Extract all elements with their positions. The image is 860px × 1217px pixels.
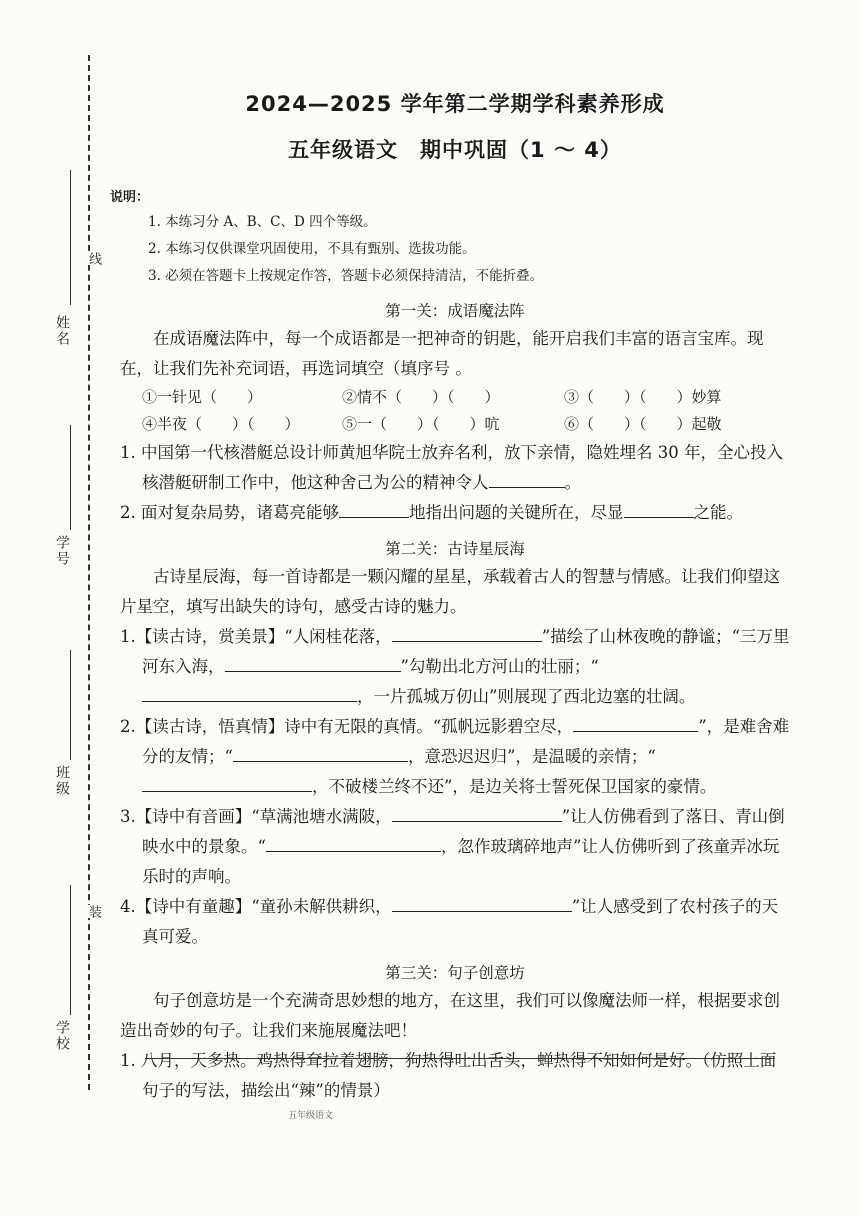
answer-blank[interactable] (392, 897, 572, 912)
section-2-intro: 古诗星辰海，每一首诗都是一颗闪耀的星星，承载着古人的智慧与情感。让我们仰望这片星空，填写出缺失的诗句，感受古诗的魅力。 (120, 567, 780, 616)
idiom-item[interactable]: ⑥（ ）（ ）起敬 (564, 415, 722, 433)
answer-writing-line[interactable] (145, 1058, 775, 1059)
idiom-grid (142, 384, 790, 438)
binding-margin (0, 0, 120, 1217)
id-underline (70, 425, 71, 530)
section-2-question-1: 1.【读古诗，赏美景】“人闲桂花落， ”描绘了山林夜晚的静谧；“三万里河东入海， ”勾勒出北方河山的壮丽；“，一片孤城万仞山”则展现了西北边塞的壮阔。 (120, 627, 790, 706)
note-item: 1. 本练习分 A、B、C、D 四个等级。 (148, 214, 377, 230)
cut-line (88, 55, 90, 1090)
section-2-question-3: 3.【诗中有音画】“草满池塘水满陂， ”让人仿佛看到了落日、青山倒映水中的景象。“ ，忽作玻璃碎地声”让人仿佛听到了孩童弄冰玩乐时的声响。 (120, 807, 785, 886)
page-footer: 五年级语文 (288, 1111, 334, 1121)
section-2-title: 第二关：古诗星辰海 (385, 540, 525, 558)
answer-blank[interactable] (266, 837, 441, 852)
note-item: 2. 本练习仅供课堂巩固使用，不具有甄别、选拔功能。 (148, 241, 476, 257)
section-1-title: 第一关：成语魔法阵 (385, 302, 525, 320)
cut-mark-binding: 装 (86, 905, 101, 918)
school-label: 学校 (54, 1020, 70, 1052)
answer-blank[interactable] (392, 807, 562, 822)
notes-list (148, 209, 790, 290)
class-underline (70, 650, 71, 760)
answer-blank[interactable] (142, 687, 357, 702)
name-underline (70, 170, 71, 305)
title-line-1: 2024—2025 学年第二学期学科素养形成 (245, 92, 665, 116)
note-item: 3. 必须在答题卡上按规定作答，答题卡必须保持清洁，不能折叠。 (148, 268, 544, 284)
cut-mark-line: 线 (86, 252, 101, 265)
idiom-item[interactable]: ②情不（ ）（ ） (342, 388, 500, 406)
idiom-item[interactable]: ⑤一（ ）（ ）吭 (342, 415, 500, 433)
section-3-question-1: 1. 八月，天多热。鸡热得耷拉着翅膀，狗热得吐出舌头，蝉热得不知如何是好。（仿照上面句子的写法，描绘出“辣”的情景） (120, 1051, 777, 1100)
idiom-item[interactable]: ①一针见（ ） (142, 388, 263, 406)
notes-heading: 说明： (110, 190, 150, 205)
answer-blank[interactable] (624, 503, 694, 518)
id-label: 学号 (54, 535, 70, 567)
answer-blank[interactable] (392, 627, 542, 642)
section-1-question-1: 1. 中国第一代核潜艇总设计师黄旭华院士放弃名利，放下亲情，隐姓埋名 30 年，全心投入核潜艇研制工作中，他这种舍己为公的精神令人 。 (120, 443, 783, 492)
class-label: 班级 (54, 765, 70, 797)
worksheet-content (110, 88, 790, 1106)
answer-blank[interactable] (339, 503, 409, 518)
answer-blank[interactable] (225, 657, 401, 672)
idiom-item[interactable]: ③（ ）（ ）妙算 (564, 388, 722, 406)
answer-blank[interactable] (489, 473, 565, 488)
title-line-2: 五年级语文 期中巩固（1 ～ 4） (288, 138, 622, 162)
section-2-question-4: 4.【诗中有童趣】“童孙未解供耕织， ”让人感受到了农村孩子的天真可爱。 (120, 897, 779, 946)
section-1-intro: 在成语魔法阵中，每一个成语都是一把神奇的钥匙，能开启我们丰富的语言宝库。现在，让我们先补充词语，再选词填空（填序号 。 (120, 329, 764, 378)
section-3-title: 第三关：句子创意坊 (385, 964, 525, 982)
idiom-item[interactable]: ④半夜（ ）（ ） (142, 415, 300, 433)
section-1-question-2: 2. 面对复杂局势，诸葛亮能够 地指出问题的关键所在，尽显 之能。 (120, 503, 743, 522)
section-3-intro: 句子创意坊是一个充满奇思妙想的地方，在这里，我们可以像魔法师一样，根据要求创造出奇妙的句子。让我们来施展魔法吧！ (120, 991, 780, 1040)
answer-blank[interactable] (142, 777, 312, 792)
section-2-question-2: 2.【读古诗，悟真情】诗中有无限的真情。“孤帆远影碧空尽， ”，是难舍难分的友情；“ ，意恐迟迟归”，是温暖的亲情；“，不破楼兰终不还”，是边关将士誓死保卫国家的豪情。 (120, 717, 790, 796)
answer-blank[interactable] (233, 747, 408, 762)
name-label: 姓名 (54, 315, 70, 347)
answer-blank[interactable] (573, 717, 698, 732)
school-underline (70, 885, 71, 1015)
